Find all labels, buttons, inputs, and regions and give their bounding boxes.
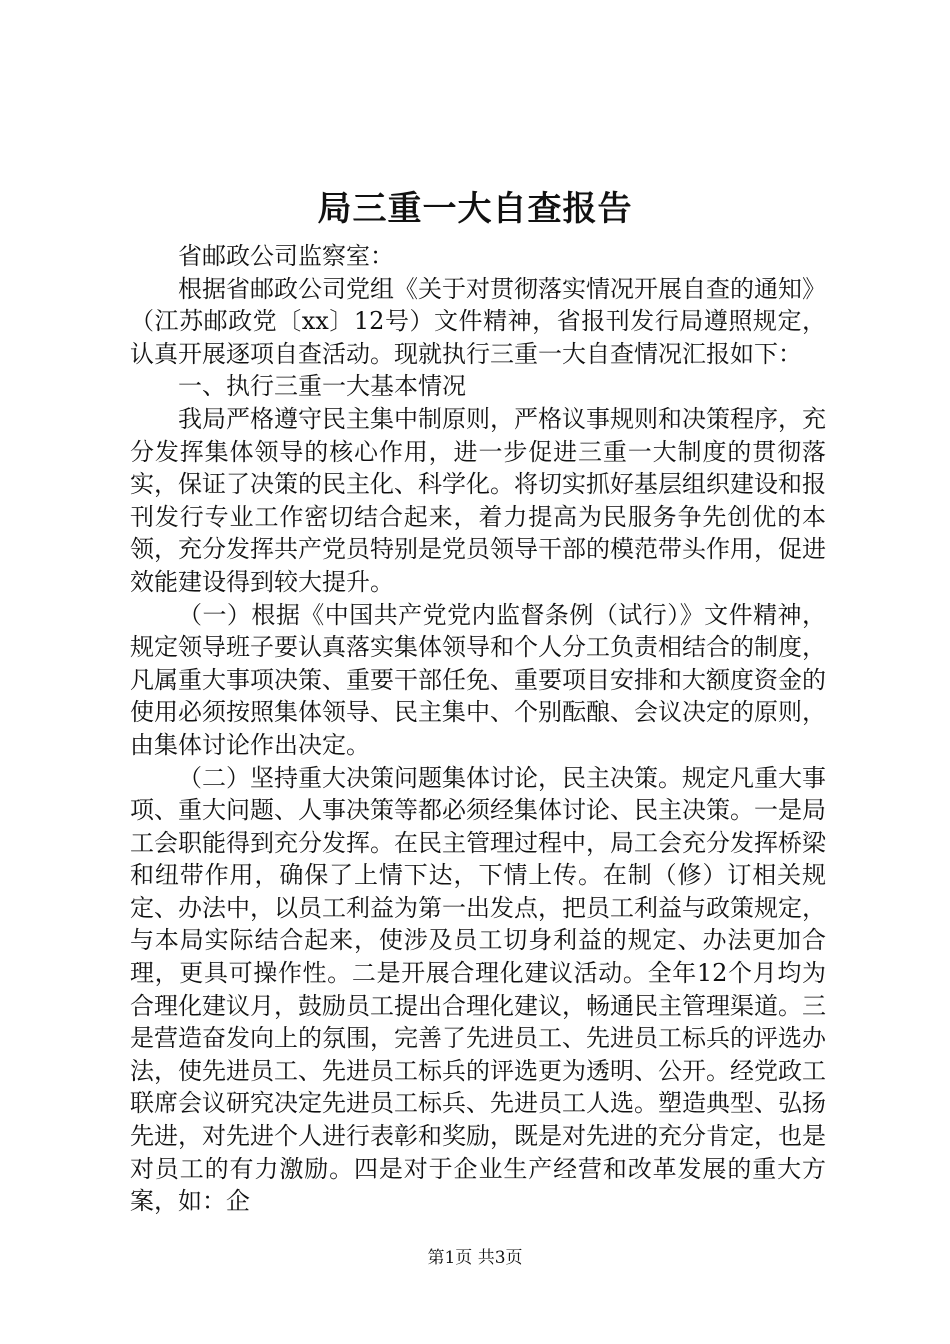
intro-paragraph: 根据省邮政公司党组《关于对贯彻落实情况开展自查的通知》（江苏邮政党〔xx〕12号）文件精神，省报刊发行局遵照规定，认真开展逐项自查活动。现就执行三重一大自查情况汇报如下：	[130, 274, 826, 368]
document-body	[130, 240, 826, 1218]
salutation-paragraph: 省邮政公司监察室：	[178, 242, 394, 270]
body-paragraph: （一）根据《中国共产党党内监督条例（试行）》文件精神，规定领导班子要认真落实集体领导和个人分工负责相结合的制度，凡属重大事项决策、重要干部任免、重要项目安排和大额度资金的使用必须按照集体领导、民主集中、个别酝酿、会议决定的原则，由集体讨论作出决定。	[130, 600, 826, 759]
body-paragraph: （二）坚持重大决策问题集体讨论，民主决策。规定凡重大事项、重大问题、人事决策等都必须经集体讨论、民主决策。一是局工会职能得到充分发挥。在民主管理过程中，局工会充分发挥桥梁和纽带作用，确保了上情下达，下情上传。在制（修）订相关规定、办法中，以员工利益为第一出发点，把员工利益与政策规定，与本局实际结合起来，使涉及员工切身利益的规定、办法更加合理，更具可操作性。二是开展合理化建议活动。全年12个月均为合理化建议月，鼓励员工提出合理化建议，畅通民主管理渠道。三是营造奋发向上的氛围，完善了先进员工、先进员工标兵的评选办法，使先进员工、先进员工标兵的评选更为透明、公开。经党政工联席会议研究决定先进员工标兵、先进员工人选。塑造典型、弘扬先进，对先进个人进行表彰和奖励，既是对先进的充分肯定，也是对员工的有力激励。四是对于企业生产经营和改革发展的重大方案，如：企	[130, 763, 826, 1216]
section-heading: 一、执行三重一大基本情况	[178, 372, 466, 401]
page-footer: 第1页 共3页	[427, 1248, 523, 1268]
body-paragraph: 我局严格遵守民主集中制原则，严格议事规则和决策程序，充分发挥集体领导的核心作用，进一步促进三重一大制度的贯彻落实，保证了决策的民主化、科学化。将切实抓好基层组织建设和报刊发行专业工作密切结合起来，着力提高为民服务争先创优的本领，充分发挥共产党员特别是党员领导干部的模范带头作用，促进效能建设得到较大提升。	[130, 404, 826, 596]
document-title: 局三重一大自查报告	[317, 189, 633, 229]
